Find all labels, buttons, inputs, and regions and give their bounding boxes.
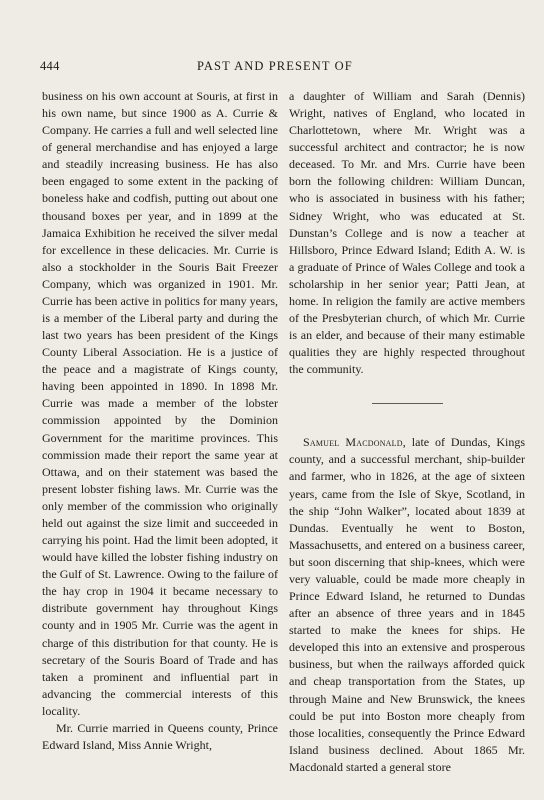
section-divider [372,403,443,404]
right-paragraph-1: a daughter of William and Sarah (Dennis) Wright, natives of England, who located in Charlottetown, where Mr. Wright was a successful architect and contractor; he is now deceased. To Mr. and Mrs. Currie have been born the following children: William Duncan, who is associated in business with his father; Sidney Wright, who was educated at St. Dunstan’s College and is now a teacher at Hillsboro, Prince Edward Island; Edith A. W. is a graduate of Prince of Wales College and took a scholarship in her senior year; Patti Jean, at home. In religion the family are active members of the Presbyterian church, of which Mr. Currie is an elder, and because of their many estimable qualities they are highly respected throughout the community. [289,89,525,377]
page-number: 444 [40,59,60,73]
left-column [42,88,278,754]
running-title: PAST AND PRESENT OF [197,59,353,73]
left-paragraph-1: business on his own account at Souris, at first in his own name, but since 1900 as A. Currie & Company. He carries a full and well selected line of general merchandise and has enjoyed a large and steadily increasing business. He has also been engaged to some extent in the packing of boneless hake and codfish, putting out about one thousand boxes per year, and in 1899 at the Jamaica Exhibition he received the silver medal for excellence in these delicacies. Mr. Currie is also a stockholder in the Souris Bait Freezer Company, which was organized in 1901. Mr. Currie has been active in politics for many years, is a member of the Liberal party and during the last two years has been president of the Kings County Liberal Association. He is a justice of the peace and a magistrate of Kings county, having been appointed in 1890. In 1898 Mr. Currie was made a member of the lobster commission appointed by the Dominion Government for the maritime provinces. This commission made their report the same year at Ottawa, and on their statement was based the present lobster fishing laws. Mr. Currie was the only member of the commission who originally held out against the size limit and succeeded in carrying his point. Had the limit been adopted, it would have killed the lobster fishing industry on the Gulf of St. Lawrence. Owing to the failure of the hay crop in 1904 it became necessary to distribute government hay throughout Kings county and in 1905 Mr. Currie was the agent in charge of this distribution for that county. He is secretary of the Souris Board of Trade and has taken a prominent and influential part in advancing the commercial interests of this locality. [42,89,278,718]
left-paragraph-2: Mr. Currie married in Queens county, Prince Edward Island, Miss Annie Wright, [42,720,278,752]
right-paragraph-2 [289,434,525,776]
person-name-samuel-macdonald: Samuel Macdonald, [303,435,406,450]
right-column [289,88,525,776]
right-paragraph-2-text: late of Dundas, Kings county, and a successful merchant, ship-builder and farmer, who in 1826, at the age of sixteen years, came from the Isle of Skye, Scotland, in the ship “John Walker”, located about 1839 at Dundas. Eventually he went to Boston, Massachusetts, and entered on a business career, but soon discerning that ship-knees, which were very valuable, could be made more cheaply in Prince Edward Island, he returned to Dundas after an absence of three years and in 1845 started to make the knees for ships. He developed this into an extensive and prosperous business, but when the railways afforded quick and cheap transportation from the States, up through Maine and New Brunswick, the knees could be put into Boston more cheaply from those localities, consequently the Prince Edward Island business declined. About 1865 Mr. Macdonald started a general store [289,435,525,774]
running-header [0,59,544,79]
